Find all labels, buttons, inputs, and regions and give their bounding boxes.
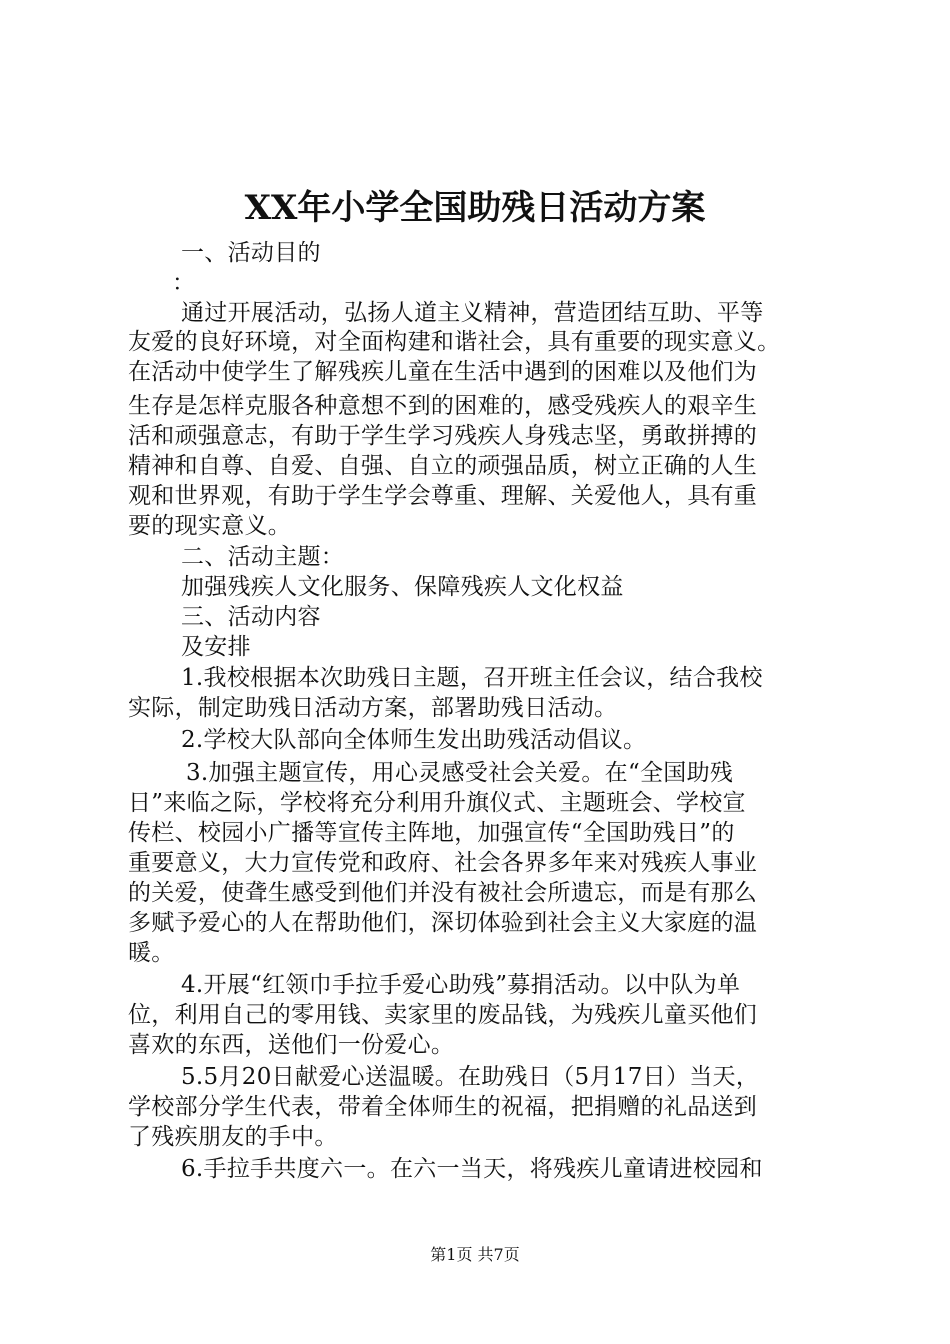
list-item-line: 的关爱，使聋生感受到他们并没有被社会所遗忘，而是有那么 xyxy=(128,880,758,906)
list-item-line: 3.加强主题宣传，用心灵感受社会关爱。在“全国助残 xyxy=(186,760,734,786)
list-item-line: 2.学校大队部向全体师生发出助残活动倡议。 xyxy=(181,727,647,753)
paragraph-line: 通过开展活动，弘扬人道主义精神，营造团结互助、平等 xyxy=(181,300,764,326)
text-line: ： xyxy=(172,270,196,296)
paragraph-line: 要的现实意义。 xyxy=(128,513,292,539)
list-item-line: 多赋予爱心的人在帮助他们，深切体验到社会主义大家庭的温 xyxy=(128,910,758,936)
list-item-line: 传栏、校园小广播等宣传主阵地，加强宣传“全国助残日”的 xyxy=(128,820,735,846)
section-heading: 一、活动目的 xyxy=(181,240,321,266)
list-item-line: 日”来临之际，学校将充分利用升旗仪式、主题班会、学校宣 xyxy=(128,790,746,816)
list-item-line: 重要意义，大力宣传党和政府、社会各界多年来对残疾人事业 xyxy=(128,850,758,876)
paragraph-line: 活和顽强意志，有助于学生学习残疾人身残志坚，勇敢拼搏的 xyxy=(128,423,758,449)
section-heading: 二、活动主题： xyxy=(181,544,345,570)
list-item-line: 6.手拉手共度六一。在六一当天，将残疾儿童请进校园和 xyxy=(181,1156,763,1182)
list-item-line: 位，利用自己的零用钱、卖家里的废品钱，为残疾儿童买他们 xyxy=(128,1002,758,1028)
paragraph-line: 观和世界观，有助于学生学会尊重、理解、关爱他人，具有重 xyxy=(128,483,758,509)
list-item-line: 4.开展“红领巾手拉手爱心助残”募捐活动。以中队为单 xyxy=(181,972,741,998)
list-item-line: 喜欢的东西，送他们一份爱心。 xyxy=(128,1032,455,1058)
list-item-line: 了残疾朋友的手中。 xyxy=(128,1124,338,1150)
list-item-line: 学校部分学生代表，带着全体师生的祝福，把捐赠的礼品送到 xyxy=(128,1094,758,1120)
list-item-line: 暖。 xyxy=(128,940,175,966)
paragraph-line: 精神和自尊、自爱、自强、自立的顽强品质，树立正确的人生 xyxy=(128,453,758,479)
list-item-line: 实际，制定助残日活动方案，部署助残日活动。 xyxy=(128,695,618,721)
section-heading: 三、活动内容 xyxy=(181,604,321,630)
section-heading: 及安排 xyxy=(181,634,251,660)
theme-line: 加强残疾人文化服务、保障残疾人文化权益 xyxy=(181,574,624,600)
paragraph-line: 友爱的良好环境，对全面构建和谐社会，具有重要的现实意义。 xyxy=(128,329,781,355)
paragraph-line: 在活动中使学生了解残疾儿童在生活中遇到的困难以及他们为 xyxy=(128,359,758,385)
list-item-line: 5.5月20日献爱心送温暖。在助残日（5月17日）当天， xyxy=(181,1064,760,1090)
list-item-line: 1.我校根据本次助残日主题，召开班主任会议，结合我校 xyxy=(181,665,763,691)
page-number-footer: 第1页 共7页 xyxy=(430,1245,520,1264)
paragraph-line: 生存是怎样克服各种意想不到的困难的，感受残疾人的艰辛生 xyxy=(128,393,758,419)
document-title: XX年小学全国助残日活动方案 xyxy=(244,188,706,228)
